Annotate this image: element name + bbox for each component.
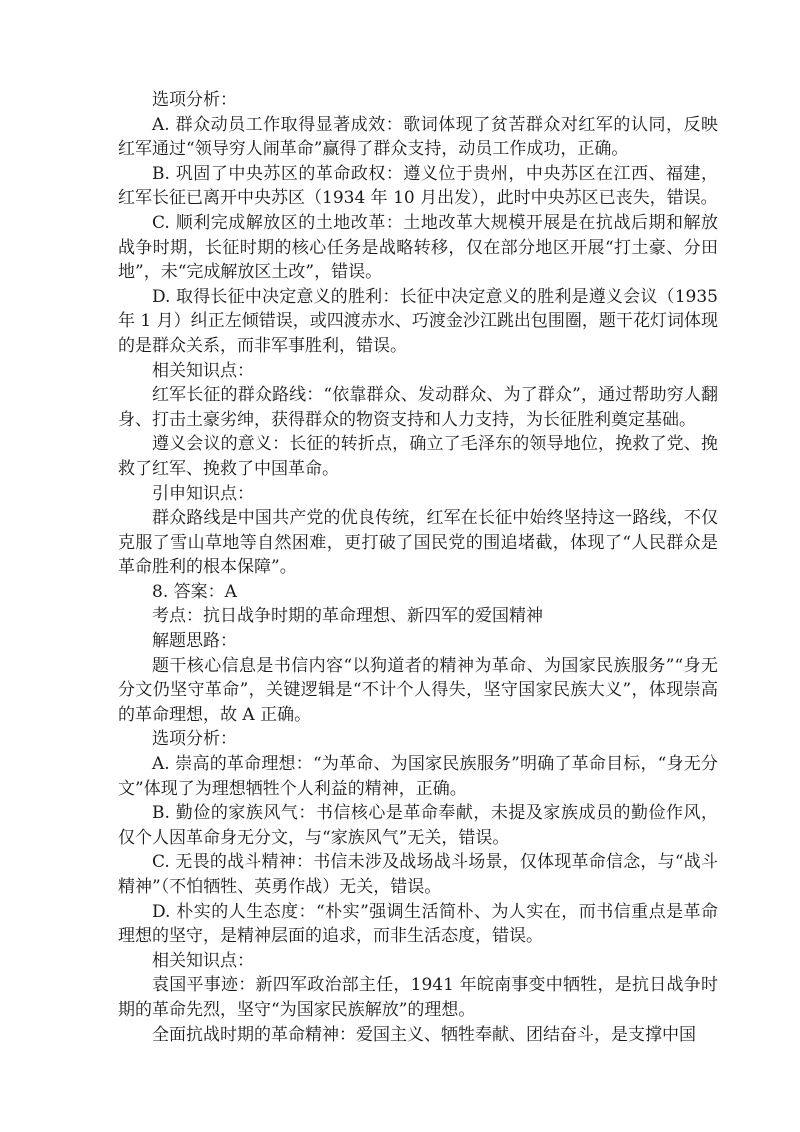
option-d-analysis: D. 取得长征中决定意义的胜利：长征中决定意义的胜利是遵义会议（1935 年 1 月）纠正左倾错误，或四渡赤水、巧渡金沙江跳出包围圈，题干花灯词体现的是群众关系，而非军事胜利，错误。 [118,286,718,356]
section-heading-related-knowledge: 相关知识点： [152,360,254,381]
option-a-analysis: A. 群众动员工作取得显著成效：歌词体现了贫苦群众对红军的认同，反映红军通过“领导穷人闹革命”赢得了群众支持，动员工作成功，正确。 [118,114,718,160]
knowledge-yuan-guoping: 袁国平事迹：新四军政治部主任，1941 年皖南事变中牺牲，是抗日战争时期的革命先烈，坚守“为国家民族解放”的理想。 [118,975,718,1020]
document-body [118,88,718,1047]
q8-option-b-analysis: B. 勤俭的家族风气：书信核心是革命奉献，未提及家族成员的勤俭作风，仅个人因革命身无分文，与“家族风气”无关，错误。 [118,803,718,848]
question-8-answer: 8. 答案：A [152,581,237,602]
solution-approach-text: 题干核心信息是书信内容“以狗道者的精神为革命、为国家民族服务”“身无分文仍坚守革命”，关键逻辑是“不计个人得失，坚守国家民族大义”，体现崇高的革命理想，故 A 正确。 [118,655,718,725]
option-b-analysis: B. 巩固了中央苏区的革命政权：遵义位于贵州，中央苏区在江西、福建，红军长征已离开中央苏区（1934 年 10 月出发），此时中央苏区已丧失，错误。 [118,163,718,209]
q8-option-a-analysis: A. 崇高的革命理想：“为革命、为国家民族服务”明确了革命目标，“身无分文”体现了为理想牺牲个人利益的精神，正确。 [118,754,718,799]
question-8-exam-point: 考点：抗日战争时期的革命理想、新四军的爱国精神 [152,606,543,627]
knowledge-zunyi-meeting: 遵义会议的意义：长征的转折点，确立了毛泽东的领导地位，挽救了党、挽救了红军、挽救了中国革命。 [118,434,718,479]
extended-mass-line-tradition: 群众路线是中国共产党的优良传统，红军在长征中始终坚持这一路线，不仅克服了雪山草地等自然困难，更打破了国民党的围追堵截，体现了“人民群众是革命胜利的根本保障”。 [118,508,718,578]
q8-option-d-analysis: D. 朴实的人生态度：“朴实”强调生活简朴、为人实在，而书信重点是革命理想的坚守，是精神层面的追求，而非生活态度，错误。 [118,901,718,947]
option-c-analysis: C. 顺利完成解放区的土地改革：土地改革大规模开展是在抗战后期和解放战争时期，长征时期的核心任务是战略转移，仅在部分地区开展“打土豪、分田地”，未“完成解放区土改”，错误。 [118,212,718,283]
section-heading-solution-approach: 解题思路： [152,631,237,652]
knowledge-mass-line: 红军长征的群众路线：“依靠群众、发动群众、为了群众”，通过帮助穷人翻身、打击土豪劣绅，获得群众的物资支持和人力支持，为长征胜利奠定基础。 [118,385,718,430]
section-heading-related-knowledge-2: 相关知识点： [152,950,254,971]
section-heading-option-analysis: 选项分析： [152,90,237,110]
section-heading-extended-knowledge: 引申知识点： [152,483,254,504]
section-heading-option-analysis-2: 选项分析： [152,729,237,750]
knowledge-war-spirit: 全面抗战时期的革命精神：爱国主义、牺牲奉献、团结奋斗，是支撑中国 [152,1024,696,1045]
q8-option-c-analysis: C. 无畏的战斗精神：书信未涉及战场战斗场景，仅体现革命信念，与“战斗精神”（不怕牺牲、英勇作战）无关，错误。 [118,852,718,897]
